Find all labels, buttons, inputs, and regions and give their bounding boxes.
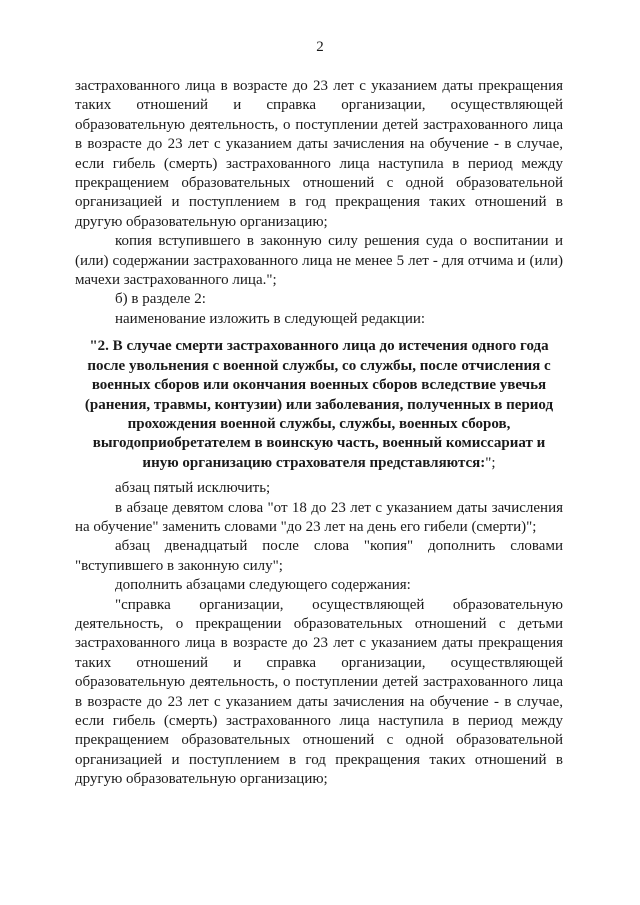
section-2-heading-text: "2. В случае смерти застрахованного лица до истечения одного года после увольнения с военной службы, со службы, после отчисления с военных сборов или окончания военных сборов вследствие увечья (ранения, травмы, контузии) или заболевания, полученных в период прохождения военной службы, службы, военных сборов, выгодоприобретателем в воинскую часть, военный комиссариат и иную организацию страхователя представляются: — [84, 338, 554, 471]
paragraph-section-2-intro: б) в разделе 2: — [115, 291, 206, 308]
paragraph-title-change-intro: наименование изложить в следующей редакции: — [115, 310, 426, 327]
paragraph-added-certificate: "справка организации, осуществляющей образовательную деятельность, о прекращении образовательных отношений с детьми застрахованного лица в возрасте до 23 лет с указанием даты прекращения таких отношений и справка организации, осуществляющей образовательную деятельность, о поступлении детей застрахованного лица в возрасте до 23 лет с указанием даты зачисления на обучение - в случае, если гибель (смерть) застрахованного лица наступила в период между прекращением образовательных отношений с одной образовательной организацией и поступлением в год прекращения таких отношений в другую образовательную организацию; — [75, 596, 563, 788]
paragraph-add-intro: дополнить абзацами следующего содержания: — [115, 577, 411, 594]
paragraph-court-decision-copy: копия вступившего в законную силу решения суда о воспитании и (или) содержании застрахованного лица не менее 5 лет - для отчима и (или) мачехи застрахованного лица."; — [75, 233, 563, 289]
section-2-heading-tail: "; — [485, 454, 496, 471]
paragraph-amend-twelfth: абзац двенадцатый после слова "копия" дополнить словами "вступившего в законную силу"; — [75, 538, 563, 574]
document-body — [75, 77, 563, 790]
section-2-heading — [75, 337, 563, 473]
paragraph-continuation: застрахованного лица в возрасте до 23 лет с указанием даты прекращения таких отношений и справка организации, осуществляющей образовательную деятельность, о поступлении детей застрахованного лица в возрасте до 23 лет с указанием даты зачисления на обучение - в случае, если гибель (смерть) застрахованного лица наступила в период между прекращением образовательных отношений с одной образовательной организацией и поступлением в год прекращения таких отношений в другую образовательную организацию; — [75, 78, 563, 230]
paragraph-remove-fifth: абзац пятый исключить; — [115, 480, 271, 497]
page-number: 2 — [316, 39, 324, 55]
paragraph-replace-ninth: в абзаце девятом слова "от 18 до 23 лет с указанием даты зачисления на обучение" заменить словами "до 23 лет на день его гибели (смерти)"; — [75, 499, 563, 535]
